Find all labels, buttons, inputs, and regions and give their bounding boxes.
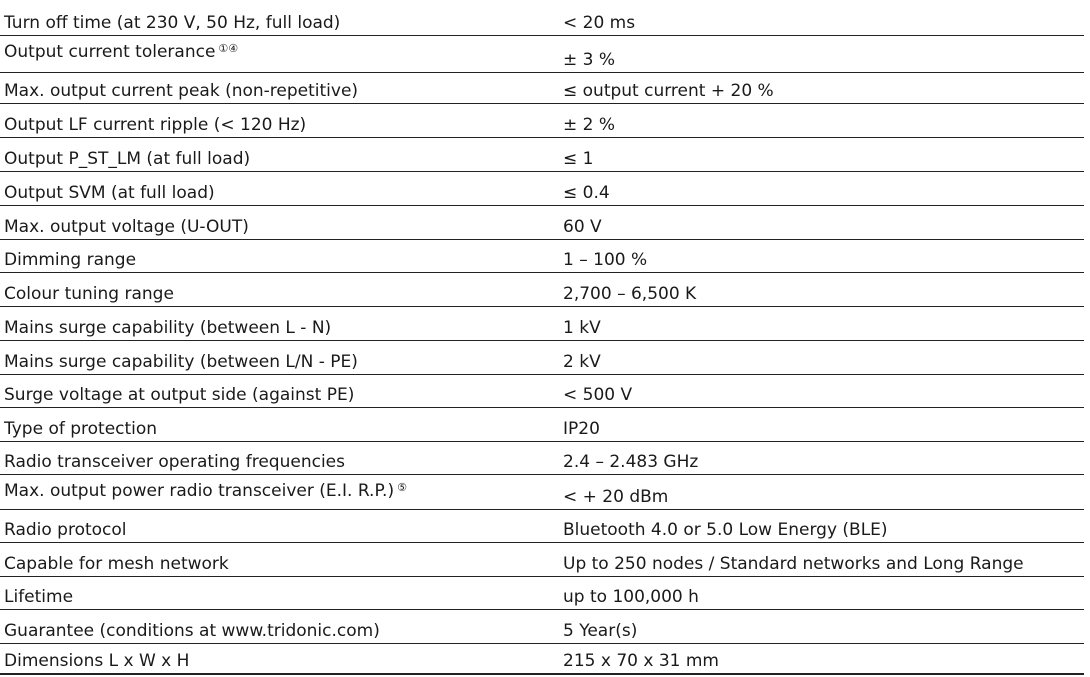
row-value: Bluetooth 4.0 or 5.0 Low Energy (BLE)	[563, 520, 888, 540]
table-row	[0, 104, 1084, 138]
table-row	[0, 475, 1084, 510]
row-label: Type of protection	[4, 419, 158, 439]
row-label: Radio transceiver operating frequencies	[4, 452, 345, 472]
row-value: 2.4 – 2.483 GHz	[563, 452, 699, 472]
row-value: 215 x 70 x 31 mm	[563, 651, 719, 671]
row-label: Lifetime	[4, 587, 74, 607]
table-row	[0, 375, 1084, 408]
row-value: up to 100,000 h	[563, 587, 699, 607]
row-label: Output SVM (at full load)	[4, 183, 215, 203]
table-row	[0, 341, 1084, 375]
table-row	[0, 543, 1084, 577]
row-value: ± 3 %	[563, 50, 616, 70]
table-row	[0, 610, 1084, 644]
row-value: ± 2 %	[563, 115, 616, 135]
table-row	[0, 644, 1084, 675]
row-value: < 20 ms	[563, 13, 636, 33]
row-label: Dimensions L x W x H	[4, 651, 190, 671]
row-value: Up to 250 nodes / Standard networks and Long Range	[563, 554, 1024, 574]
row-value: ≤ output current + 20 %	[563, 81, 774, 101]
row-label	[4, 478, 407, 501]
row-label: Mains surge capability (between L - N)	[4, 318, 332, 338]
row-label: Output LF current ripple (< 120 Hz)	[4, 115, 307, 135]
row-label: Capable for mesh network	[4, 554, 229, 574]
table-row	[0, 307, 1084, 341]
table-row	[0, 408, 1084, 442]
table-row	[0, 273, 1084, 307]
table-row	[0, 442, 1084, 475]
row-value: 60 V	[563, 217, 602, 237]
table-row	[0, 172, 1084, 206]
row-value: ≤ 1	[563, 149, 594, 169]
row-value: ≤ 0.4	[563, 183, 610, 203]
row-value: 5 Year(s)	[563, 621, 638, 641]
row-label	[4, 39, 238, 62]
row-label-text: Output current tolerance	[4, 42, 216, 62]
table-row	[0, 206, 1084, 240]
table-row	[0, 510, 1084, 543]
row-label: Dimming range	[4, 250, 137, 270]
row-label: Guarantee (conditions at www.tridonic.com)	[4, 621, 380, 641]
row-label: Output P_ST_LM (at full load)	[4, 149, 251, 169]
row-label: Radio protocol	[4, 520, 127, 540]
table-row	[0, 240, 1084, 273]
row-value: 1 – 100 %	[563, 250, 648, 270]
row-label: Mains surge capability (between L/N - PE)	[4, 352, 358, 372]
row-label: Max. output voltage (U-OUT)	[4, 217, 249, 237]
table-row	[0, 36, 1084, 73]
table-row	[0, 577, 1084, 610]
row-label: Max. output current peak (non-repetitive)	[4, 81, 359, 101]
row-label-text: Max. output power radio transceiver (E.I. R.P.)	[4, 481, 395, 501]
row-value: 2,700 – 6,500 K	[563, 284, 697, 304]
row-value: < + 20 dBm	[563, 487, 669, 507]
table-row	[0, 0, 1084, 36]
row-label: Turn off time (at 230 V, 50 Hz, full load)	[4, 13, 341, 33]
footnote-ref: ①④	[218, 42, 239, 55]
row-value: 2 kV	[563, 352, 601, 372]
table-row	[0, 73, 1084, 104]
footnote-ref: ⑤	[397, 481, 407, 494]
row-value: 1 kV	[563, 318, 601, 338]
row-label: Colour tuning range	[4, 284, 174, 304]
row-label: Surge voltage at output side (against PE)	[4, 385, 355, 405]
row-value: < 500 V	[563, 385, 633, 405]
row-value: IP20	[563, 419, 600, 439]
table-row	[0, 138, 1084, 172]
